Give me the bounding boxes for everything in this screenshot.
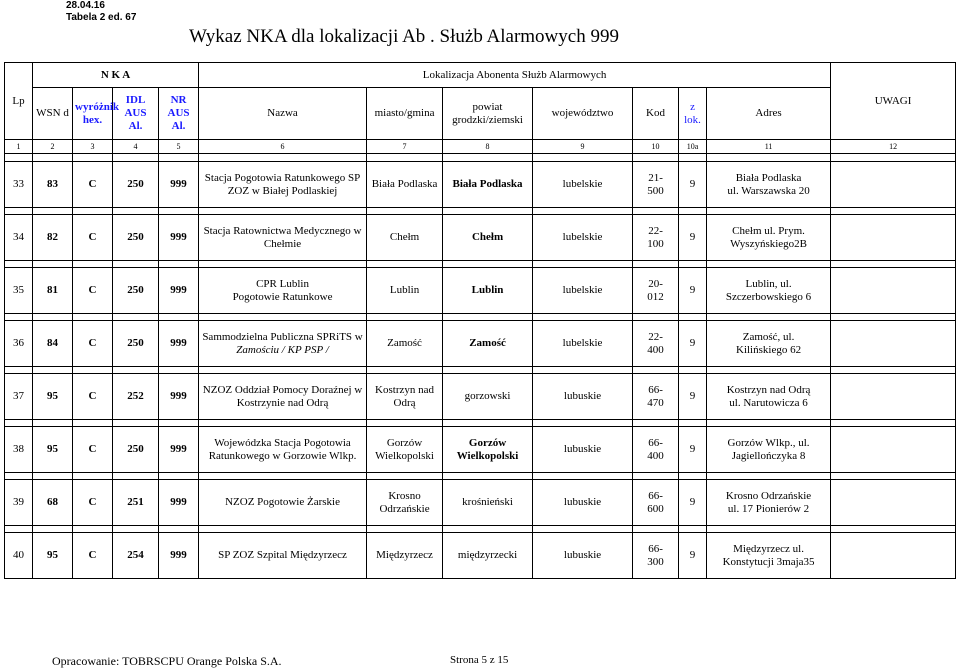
nazwa-l2: Ratunkowego w Gorzowie Wlkp. — [208, 449, 357, 462]
row-lp: 36 — [5, 321, 33, 367]
adres-l1: Lublin, ul. — [745, 277, 792, 290]
row-idl: 250 — [113, 427, 159, 473]
row-adres — [707, 427, 831, 473]
adres-l2: Kilińskiego 62 — [736, 343, 802, 356]
powiat-l2: Wielkopolski — [456, 449, 519, 462]
row-lp: 38 — [5, 427, 33, 473]
adres-l1: Biała Podlaska — [735, 171, 802, 184]
kod-l1: 66- — [648, 436, 663, 449]
row-lp: 39 — [5, 480, 33, 526]
row-uwagi — [831, 533, 956, 579]
colnum-5: 5 — [159, 140, 199, 154]
row-wsn: 95 — [33, 427, 73, 473]
row-uwagi — [831, 427, 956, 473]
table-row — [5, 215, 956, 261]
row-miasto: Chełm — [367, 215, 443, 261]
row-idl: 251 — [113, 480, 159, 526]
row-wojewodztwo: lubelskie — [533, 162, 633, 208]
row-idl: 250 — [113, 215, 159, 261]
row-nazwa — [199, 162, 367, 208]
row-adres — [707, 162, 831, 208]
row-kod — [633, 215, 679, 261]
row-miasto: Międzyrzecz — [367, 533, 443, 579]
row-kod — [633, 480, 679, 526]
colnum-10: 10 — [633, 140, 679, 154]
col-wsn-label: WSN d — [36, 107, 69, 119]
row-adres — [707, 268, 831, 314]
row-adres — [707, 215, 831, 261]
row-lp: 33 — [5, 162, 33, 208]
document-date: 28.04.16 — [66, 0, 105, 11]
colnum-12: 12 — [831, 140, 956, 154]
row-nr: 999 — [159, 215, 199, 261]
row-z-lok: 9 — [679, 480, 707, 526]
row-uwagi — [831, 480, 956, 526]
kod-l2: 300 — [647, 555, 664, 568]
kod-l1: 22- — [648, 224, 663, 237]
miasto-l1: Krosno — [388, 489, 421, 502]
nazwa-l2: Kostrzynie nad Odrą — [236, 396, 329, 409]
adres-l1: Chełm ul. Prym. — [732, 224, 805, 237]
row-uwagi — [831, 321, 956, 367]
miasto-l2: Odrzańskie — [379, 502, 430, 515]
colnum-7: 7 — [367, 140, 443, 154]
idl-l1: IDL — [125, 94, 146, 106]
adres-l1: Zamość, ul. — [742, 330, 795, 343]
row-nr: 999 — [159, 480, 199, 526]
row-wyroznik: C — [73, 374, 113, 420]
col-miasto: miasto/gmina — [367, 88, 443, 140]
row-miasto: Zamość — [367, 321, 443, 367]
row-wsn: 81 — [33, 268, 73, 314]
col-wojewodztwo: województwo — [533, 88, 633, 140]
col-kod: Kod — [633, 88, 679, 140]
footer-credit: Opracowanie: TOBRSCPU Orange Polska S.A. — [52, 654, 282, 668]
kod-l2: 400 — [647, 449, 664, 462]
colnum-1: 1 — [5, 140, 33, 154]
row-kod — [633, 268, 679, 314]
row-uwagi — [831, 374, 956, 420]
miasto-l2: Odrą — [393, 396, 416, 409]
nr-l1: NR — [170, 94, 187, 106]
row-wyroznik: C — [73, 162, 113, 208]
row-nazwa — [199, 321, 367, 367]
adres-l2: Wyszyńskiego2B — [730, 237, 808, 250]
adres-l2: ul. Narutowicza 6 — [729, 396, 808, 409]
kod-l1: 66- — [648, 489, 663, 502]
row-wojewodztwo: lubuskie — [533, 427, 633, 473]
z-l1: z — [690, 100, 695, 113]
row-lp: 34 — [5, 215, 33, 261]
nka-table — [4, 62, 956, 579]
row-z-lok: 9 — [679, 374, 707, 420]
col-nka: N K A — [33, 63, 199, 88]
kod-l2: 500 — [647, 184, 664, 197]
col-wsn — [33, 88, 73, 140]
col-nr — [159, 88, 199, 140]
colnum-11: 11 — [707, 140, 831, 154]
table-row — [5, 268, 956, 314]
gap-row — [5, 314, 956, 321]
colnum-3: 3 — [73, 140, 113, 154]
row-wyroznik: C — [73, 268, 113, 314]
kod-l2: 100 — [647, 237, 664, 250]
row-wojewodztwo: lubelskie — [533, 215, 633, 261]
colnum-2: 2 — [33, 140, 73, 154]
row-nazwa — [199, 427, 367, 473]
kod-l2: 470 — [647, 396, 664, 409]
kod-l1: 20- — [648, 277, 663, 290]
table-row — [5, 533, 956, 579]
nazwa-l2: ZOZ w Białej Podlaskiej — [227, 184, 338, 197]
page-number: Strona 5 z 15 — [450, 654, 509, 666]
adres-l1: Gorzów Wlkp., ul. — [727, 436, 810, 449]
row-nr: 999 — [159, 268, 199, 314]
gap-row — [5, 208, 956, 215]
row-wojewodztwo: lubelskie — [533, 321, 633, 367]
nr-l2: AUS — [167, 107, 190, 119]
nazwa-l2: Zamościu / KP PSP / — [236, 343, 329, 356]
row-powiat: krośnieński — [443, 480, 533, 526]
row-z-lok: 9 — [679, 321, 707, 367]
nr-l3: Al. — [171, 120, 186, 132]
wyroznik-l1: wyróżnik — [75, 100, 119, 113]
header-row-2 — [5, 88, 956, 140]
table-row — [5, 321, 956, 367]
row-adres — [707, 533, 831, 579]
row-z-lok: 9 — [679, 215, 707, 261]
row-wojewodztwo: lubuskie — [533, 533, 633, 579]
adres-l2: Konstytucji 3maja35 — [722, 555, 815, 568]
row-miasto — [367, 480, 443, 526]
row-idl: 254 — [113, 533, 159, 579]
colnum-4: 4 — [113, 140, 159, 154]
row-z-lok: 9 — [679, 427, 707, 473]
adres-l2: Szczerbowskiego 6 — [725, 290, 812, 303]
table-row — [5, 374, 956, 420]
row-wyroznik: C — [73, 427, 113, 473]
row-wojewodztwo: lubuskie — [533, 480, 633, 526]
row-wyroznik: C — [73, 480, 113, 526]
row-miasto — [367, 427, 443, 473]
idl-l3: Al. — [128, 120, 143, 132]
powiat-l1: powiat — [472, 100, 503, 113]
row-uwagi — [831, 162, 956, 208]
gap-row — [5, 473, 956, 480]
row-lp: 40 — [5, 533, 33, 579]
row-wsn: 95 — [33, 533, 73, 579]
row-lp: 37 — [5, 374, 33, 420]
wyroznik-l2: hex. — [82, 113, 103, 126]
table-row — [5, 427, 956, 473]
table-label: Tabela 2 ed. 67 — [66, 12, 137, 23]
row-wojewodztwo: lubuskie — [533, 374, 633, 420]
col-adres: Adres — [707, 88, 831, 140]
col-idl — [113, 88, 159, 140]
row-kod — [633, 374, 679, 420]
miasto-l1: Gorzów — [386, 436, 423, 449]
col-powiat — [443, 88, 533, 140]
kod-l1: 66- — [648, 542, 663, 555]
row-idl: 250 — [113, 162, 159, 208]
row-uwagi — [831, 215, 956, 261]
colnum-6: 6 — [199, 140, 367, 154]
col-nazwa: Nazwa — [199, 88, 367, 140]
gap-row — [5, 526, 956, 533]
row-adres — [707, 374, 831, 420]
row-idl: 252 — [113, 374, 159, 420]
nazwa-l2: Chełmie — [263, 237, 302, 250]
gap-row — [5, 261, 956, 268]
row-nazwa — [199, 268, 367, 314]
row-powiat: Biała Podlaska — [443, 162, 533, 208]
row-z-lok: 9 — [679, 162, 707, 208]
row-kod — [633, 427, 679, 473]
row-z-lok: 9 — [679, 533, 707, 579]
row-miasto: Lublin — [367, 268, 443, 314]
colnum-9: 9 — [533, 140, 633, 154]
adres-l2: ul. Warszawska 20 — [727, 184, 810, 197]
miasto-l2: Wielkopolski — [375, 449, 434, 462]
row-nazwa — [199, 215, 367, 261]
adres-l1: Krosno Odrzańskie — [725, 489, 812, 502]
row-kod — [633, 162, 679, 208]
col-uwagi: UWAGI — [831, 63, 956, 140]
column-numbers-row — [5, 140, 956, 154]
table-row — [5, 162, 956, 208]
adres-l2: ul. 17 Pionierów 2 — [727, 502, 810, 515]
row-nr: 999 — [159, 533, 199, 579]
row-idl: 250 — [113, 321, 159, 367]
nazwa-l1: NZOZ Oddział Pomocy Doraźnej w — [202, 383, 363, 396]
separator-row — [5, 154, 956, 162]
row-kod — [633, 321, 679, 367]
adres-l2: Jagiellończyka 8 — [731, 449, 806, 462]
adres-l1: Kostrzyn nad Odrą — [726, 383, 811, 396]
row-nazwa — [199, 374, 367, 420]
nazwa-l1: CPR Lublin — [256, 277, 309, 290]
kod-l2: 012 — [647, 290, 664, 303]
row-miasto — [367, 374, 443, 420]
col-lokalizacja: Lokalizacja Abonenta Służb Alarmowych — [199, 63, 831, 88]
row-wyroznik: C — [73, 533, 113, 579]
row-lp: 35 — [5, 268, 33, 314]
row-wyroznik: C — [73, 215, 113, 261]
row-wsn: 84 — [33, 321, 73, 367]
row-nr: 999 — [159, 374, 199, 420]
col-z-lok — [679, 88, 707, 140]
row-nr: 999 — [159, 427, 199, 473]
row-wyroznik: C — [73, 321, 113, 367]
row-wsn: 68 — [33, 480, 73, 526]
z-l2: lok. — [684, 113, 701, 126]
powiat-l2: grodzki/ziemski — [452, 113, 523, 126]
row-wsn: 95 — [33, 374, 73, 420]
row-wsn: 83 — [33, 162, 73, 208]
row-z-lok: 9 — [679, 268, 707, 314]
kod-l1: 22- — [648, 330, 663, 343]
row-kod — [633, 533, 679, 579]
gap-row — [5, 367, 956, 374]
row-nazwa: NZOZ Pogotowie Żarskie — [199, 480, 367, 526]
row-wsn: 82 — [33, 215, 73, 261]
col-lp: Lp — [5, 63, 33, 140]
adres-l1: Międzyrzecz ul. — [733, 542, 804, 555]
row-adres — [707, 321, 831, 367]
col-wyroznik — [73, 88, 119, 140]
kod-l1: 21- — [648, 171, 663, 184]
miasto-l1: Kostrzyn nad — [375, 383, 435, 396]
table-row — [5, 480, 956, 526]
row-powiat: międzyrzecki — [443, 533, 533, 579]
row-uwagi — [831, 268, 956, 314]
nazwa-l1: Stacja Pogotowia Ratunkowego SP — [204, 171, 361, 184]
page-title: Wykaz NKA dla lokalizacji Ab . Służb Alarmowych 999 — [189, 26, 619, 47]
row-powiat: Zamość — [443, 321, 533, 367]
colnum-10a: 10a — [679, 140, 707, 154]
row-nr: 999 — [159, 321, 199, 367]
row-powiat: Lublin — [443, 268, 533, 314]
kod-l1: 66- — [648, 383, 663, 396]
row-miasto: Biała Podlaska — [367, 162, 443, 208]
gap-row — [5, 420, 956, 427]
kod-l2: 400 — [647, 343, 664, 356]
kod-l2: 600 — [647, 502, 664, 515]
row-nazwa: SP ZOZ Szpital Międzyrzecz — [199, 533, 367, 579]
row-powiat — [443, 427, 533, 473]
row-powiat: Chełm — [443, 215, 533, 261]
row-nr: 999 — [159, 162, 199, 208]
nazwa-l1: Sammodzielna Publiczna SPRiTS w — [202, 330, 363, 343]
header-row-1 — [5, 63, 956, 88]
nazwa-l2: Pogotowie Ratunkowe — [232, 290, 333, 303]
nazwa-l1: Wojewódzka Stacja Pogotowia — [214, 436, 351, 449]
row-wojewodztwo: lubelskie — [533, 268, 633, 314]
nazwa-l1: Stacja Ratownictwa Medycznego w — [203, 224, 362, 237]
idl-l2: AUS — [124, 107, 147, 119]
colnum-8: 8 — [443, 140, 533, 154]
row-powiat: gorzowski — [443, 374, 533, 420]
row-idl: 250 — [113, 268, 159, 314]
powiat-l1: Gorzów — [468, 436, 507, 449]
row-adres — [707, 480, 831, 526]
